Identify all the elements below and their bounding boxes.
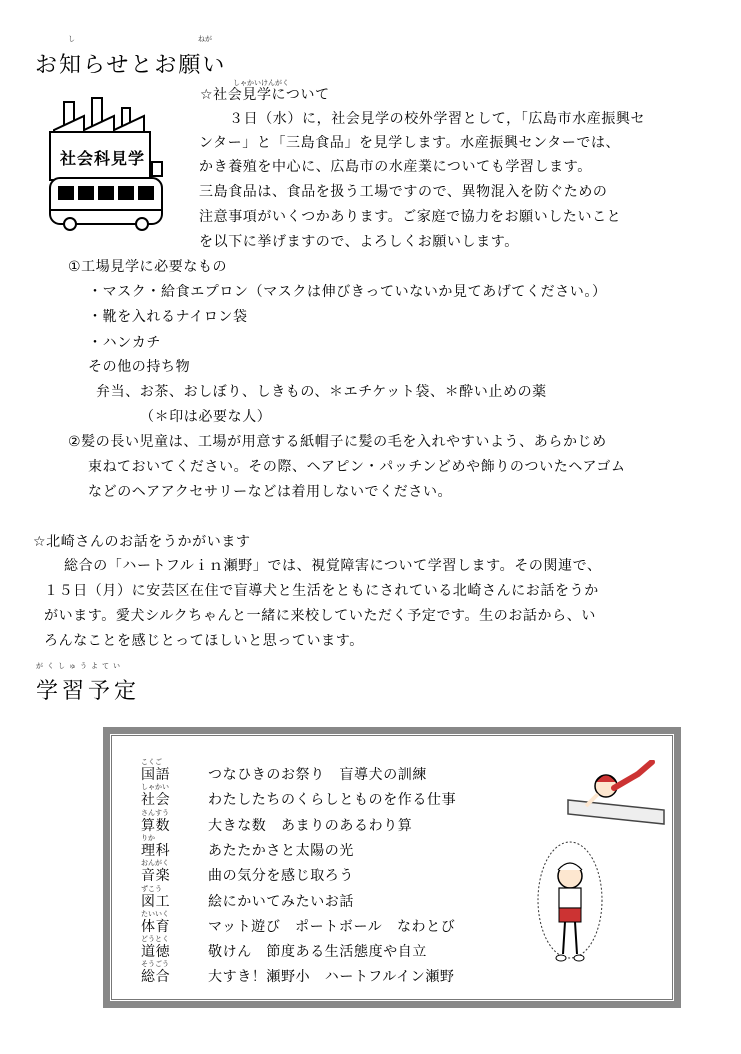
- schedule-description: 曲の気分を感じ取ろう: [208, 868, 354, 884]
- schedule-description: 敬けん 節度ある生活態度や自立: [208, 944, 427, 960]
- kitasaki-line-2: １５日（月）に安芸区在住で盲導犬と生活をともにされている北崎さんにお話をうか: [44, 583, 599, 599]
- schedule-subject: 図工: [141, 894, 171, 910]
- schedule-subject-ruby: しゃかい: [141, 783, 169, 791]
- schedule-subject-ruby: どうとく: [141, 935, 169, 943]
- other-items-note: （＊印は必要な人）: [140, 409, 272, 425]
- title-ruby-1: し: [68, 35, 75, 43]
- schedule-subject-ruby: たいいく: [141, 910, 169, 918]
- schedule-subject: 総合: [141, 969, 171, 985]
- gymnast-icon: [566, 760, 666, 830]
- schedule-description: あたたかさと太陽の光: [208, 843, 354, 859]
- field-trip-line-1: ３日（水）に，社会見学の校外学習として，「広島市水産振興セ: [229, 111, 646, 127]
- item1-line-1: ・マスク・給食エプロン（マスクは伸びきっていないか見てあげてください。）: [88, 284, 607, 300]
- schedule-subject: 国語: [141, 767, 171, 783]
- kitasaki-heading: ☆北崎さんのお話をうかがいます: [33, 534, 251, 550]
- schedule-subject-ruby: さんすう: [141, 809, 169, 817]
- schedule-description: マット遊び ポートボール なわとび: [208, 919, 456, 935]
- title-ruby-2: ねが: [198, 35, 212, 43]
- item1-heading: ①工場見学に必要なもの: [68, 259, 228, 275]
- schedule-description: わたしたちのくらしとものを作る仕事: [208, 792, 457, 808]
- schedule-description: つなひきのお祭り 盲導犬の訓練: [208, 767, 427, 783]
- item2-line-2: 束ねておいてください。その際、ヘアピン・パッチンどめや飾りのついたヘアゴム: [88, 459, 626, 475]
- schedule-subject: 道徳: [141, 944, 171, 960]
- schedule-subject-ruby: りか: [141, 834, 155, 842]
- kitasaki-line-1: 総合の「ハートフルｉｎ瀬野」では、視覚障害について学習します。その関連で、: [64, 558, 602, 574]
- schedule-subject: 音楽: [141, 868, 171, 884]
- page-title: お知らせとお願い: [35, 53, 227, 78]
- item2-line-3: などのヘアアクセサリーなどは着用しないでください。: [88, 484, 453, 500]
- schedule-subject: 算数: [141, 818, 171, 834]
- schedule-title-ruby: がくしゅうよてい: [36, 662, 124, 670]
- schedule-description: 大すき！瀬野小 ハートフルイン瀬野: [208, 969, 455, 985]
- kitasaki-line-4: ろんなことを感じとってほしいと思っています。: [44, 633, 364, 649]
- other-items-line: 弁当、お茶、おしぼり、しきもの、＊エチケット袋、＊酔い止めの薬: [96, 384, 547, 400]
- field-trip-line-4: 三島食品は、食品を扱う工場ですので、異物混入を防ぐための: [199, 184, 608, 200]
- field-trip-line-6: を以下に挙げますので、よろしくお願いします。: [199, 234, 519, 250]
- field-trip-heading: ☆社会見学について: [200, 87, 330, 103]
- schedule-title: 学習予定: [36, 679, 141, 704]
- item2-line-1: ②髪の長い児童は、工場が用意する紙帽子に髪の毛を入れやすいよう、あらかじめ: [68, 434, 607, 450]
- schedule-subject: 理科: [141, 843, 171, 859]
- field-trip-line-5: 注意事項がいくつかあります。ご家庭で協力をお願いしたいこと: [199, 209, 622, 225]
- schedule-subject: 体育: [141, 919, 171, 935]
- item1-line-3: ・ハンカチ: [88, 335, 161, 351]
- field-trip-badge: 社会科見学: [60, 146, 145, 169]
- schedule-subject-ruby: こくご: [141, 758, 162, 766]
- heading-ruby: しゃかいけんがく: [233, 79, 289, 87]
- jump-rope-girl-icon: [525, 838, 615, 976]
- other-items-title: その他の持ち物: [88, 359, 191, 375]
- field-trip-line-3: かき養殖を中心に、広島市の水産業についても学習します。: [199, 159, 592, 175]
- item1-line-2: ・靴を入れるナイロン袋: [88, 309, 248, 325]
- schedule-description: 絵にかいてみたいお話: [208, 894, 354, 910]
- schedule-description: 大きな数 あまりのあるわり算: [208, 818, 413, 834]
- schedule-subject-ruby: そうごう: [141, 960, 169, 968]
- schedule-subject: 社会: [141, 792, 171, 808]
- kitasaki-line-3: がいます。愛犬シルクちゃんと一緒に来校していただく予定です。生のお話から、い: [44, 608, 596, 624]
- field-trip-line-2: ンター」と「三島食品」を見学します。水産振興センターでは、: [199, 135, 621, 151]
- schedule-subject-ruby: おんがく: [141, 859, 169, 867]
- schedule-subject-ruby: ずこう: [141, 885, 162, 893]
